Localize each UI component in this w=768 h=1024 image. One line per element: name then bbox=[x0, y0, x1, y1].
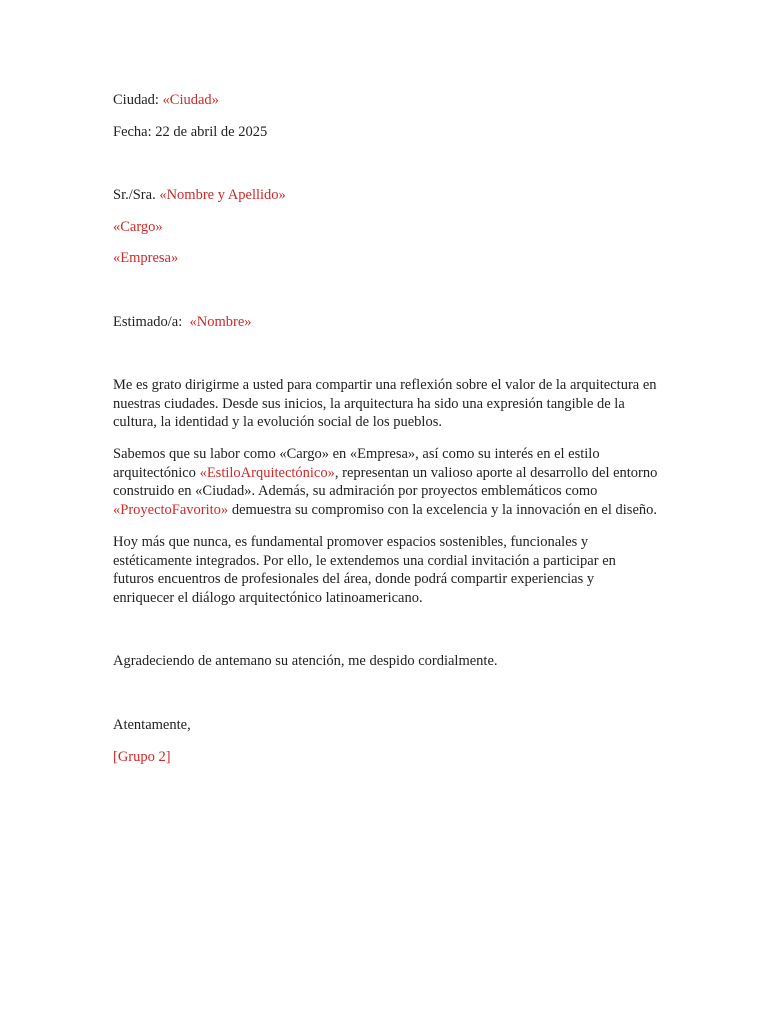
body-paragraph-2 bbox=[113, 445, 658, 519]
body-paragraph-2-text-a: Sabemos que su labor como «Cargo» en «Empresa», así como su interés en el estilo arquitectónico bbox=[113, 446, 600, 481]
body-paragraph-2-text-c: demuestra su compromiso con la excelencia y la innovación en el diseño. bbox=[231, 501, 658, 518]
body-paragraph-2-text-b: , representan un valioso aporte al desarrollo del entorno construido en «Ciudad». Además, su admiración por proyectos emblemáticos como bbox=[113, 464, 658, 500]
recipient-name-field: «Nombre y Apellido» bbox=[159, 187, 286, 203]
city-label: Ciudad: bbox=[113, 92, 159, 108]
date-line: Fecha: 22 de abril de 2025 bbox=[113, 124, 268, 140]
recipient-company-field: «Empresa» bbox=[113, 250, 179, 266]
city-field: «Ciudad» bbox=[162, 92, 219, 108]
greeting-line bbox=[113, 313, 252, 331]
city-line bbox=[113, 91, 219, 109]
salutation-prefix: Sr./Sra. bbox=[113, 187, 156, 203]
valediction: Atentamente, bbox=[113, 717, 191, 733]
greeting-name-field: «Nombre» bbox=[189, 314, 252, 330]
body-paragraph-3: Hoy más que nunca, es fundamental promover espacios sostenibles, funcionales y estéticamente integrados. Por ello, le extendemos una cordial invitación a participar en futuros encuentros de profesionales del área, donde podrá compartir experiencias y enriquecer el diálogo arquitectónico latinoamericano. bbox=[113, 534, 616, 606]
body-paragraph-4: Agradeciendo de antemano su atención, me despido cordialmente. bbox=[113, 653, 498, 669]
recipient-name-line bbox=[113, 186, 286, 204]
architectural-style-field: «EstiloArquitectónico» bbox=[199, 464, 335, 481]
favorite-project-field: «ProyectoFavorito» bbox=[113, 501, 229, 518]
greeting-label: Estimado/a: bbox=[113, 314, 183, 330]
recipient-position-field: «Cargo» bbox=[113, 219, 163, 235]
signature-field: [Grupo 2] bbox=[113, 749, 171, 765]
body-paragraph-1: Me es grato dirigirme a usted para compartir una reflexión sobre el valor de la arquitectura en nuestras ciudades. Desde sus inicios, la arquitectura ha sido una expresión tangible de la cultura, la identidad y la evolución social de los pueblos. bbox=[113, 377, 657, 431]
